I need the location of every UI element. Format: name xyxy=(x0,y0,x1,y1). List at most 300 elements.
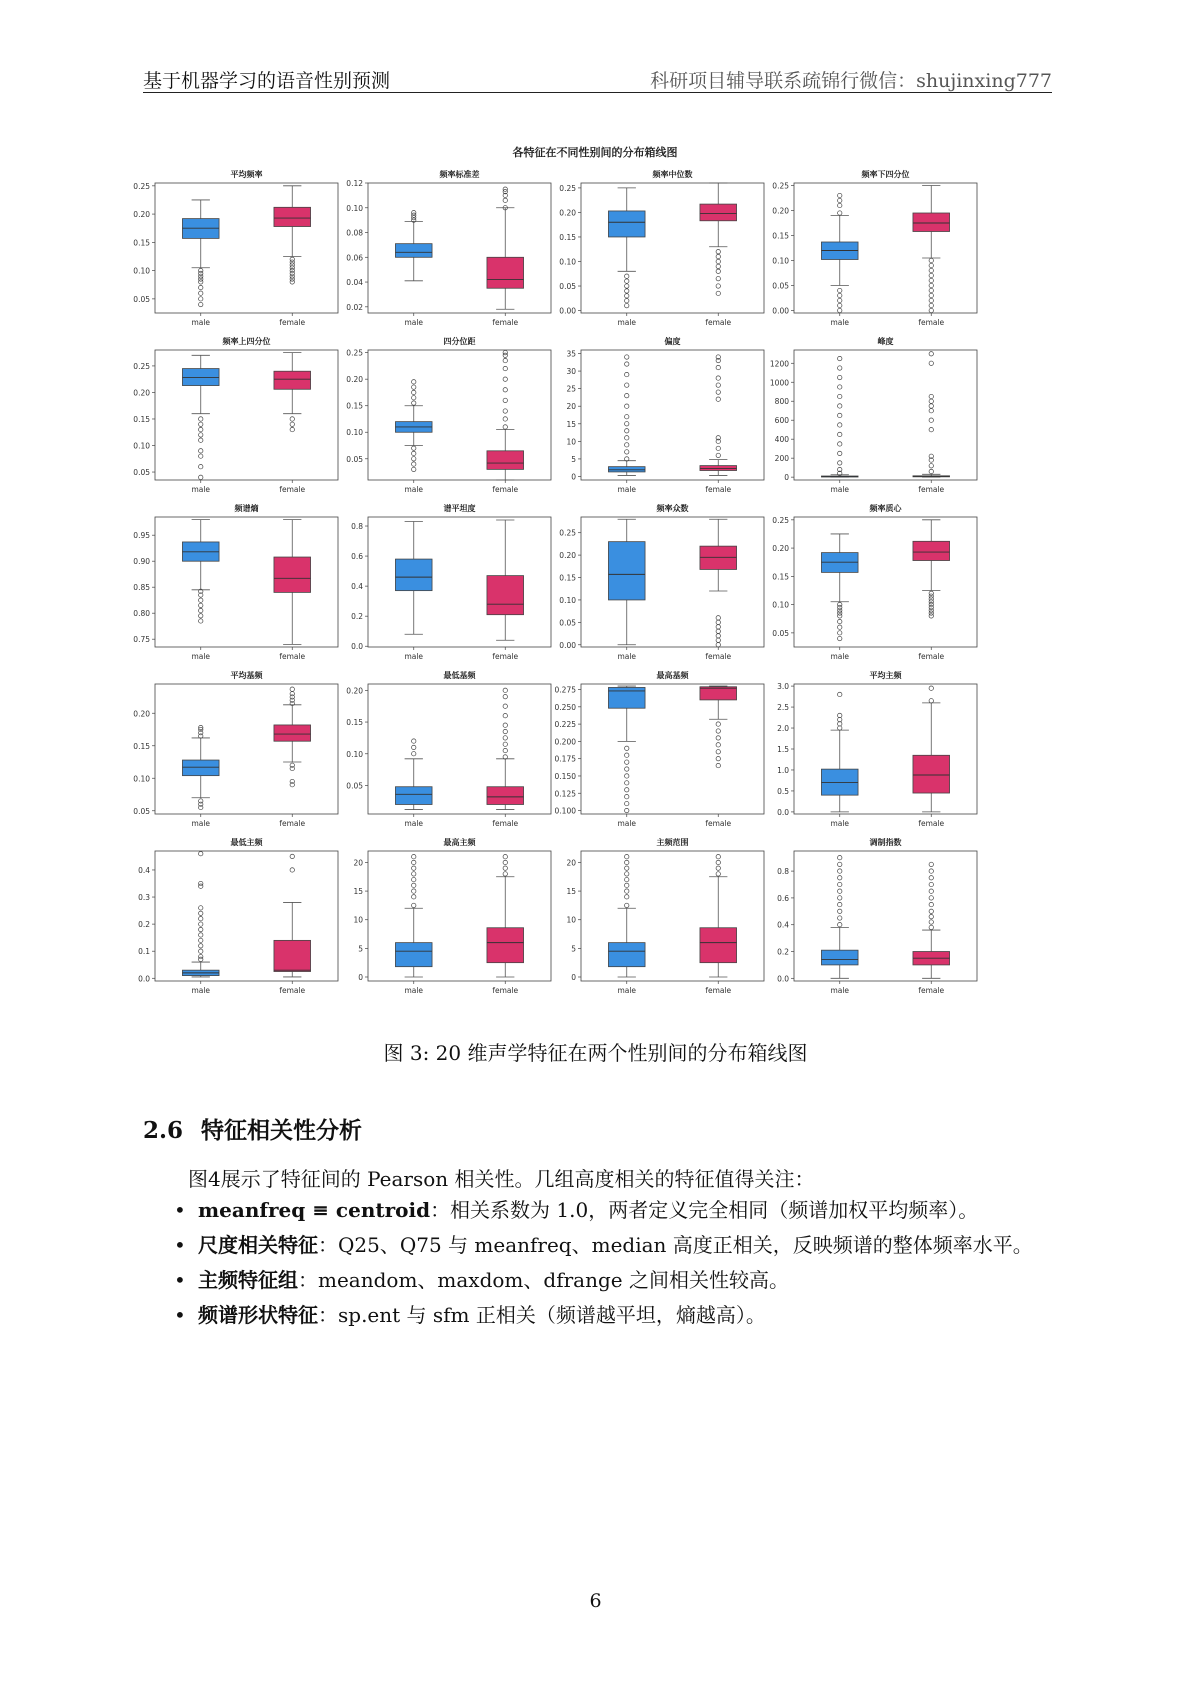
outlier-point xyxy=(838,717,842,721)
subplot-title: 平均基频 xyxy=(230,671,263,680)
y-tick-label: 0.8 xyxy=(351,522,363,532)
x-tick-label: female xyxy=(279,986,306,995)
subplot-frame xyxy=(794,517,977,647)
outlier-point xyxy=(838,889,842,893)
y-tick-label: 0.75 xyxy=(133,635,150,645)
x-tick-label: male xyxy=(830,318,850,327)
outlier-point xyxy=(625,303,629,307)
outlier-point xyxy=(412,446,416,450)
y-tick-label: 2.0 xyxy=(777,724,789,734)
subplot-title: 最低基频 xyxy=(443,671,476,680)
boxplot-figure xyxy=(135,138,1055,1018)
male-box xyxy=(182,760,219,776)
female-box xyxy=(700,928,737,963)
outlier-point xyxy=(716,743,720,747)
subplot-frame xyxy=(581,183,764,313)
outlier-point xyxy=(290,763,294,767)
subplot-title: 频率标准差 xyxy=(439,170,480,179)
outlier-point xyxy=(929,293,933,297)
outlier-point xyxy=(838,862,842,866)
y-tick-label: 0.05 xyxy=(772,281,789,291)
y-tick-label: 0.1 xyxy=(138,947,150,957)
outlier-point xyxy=(838,625,842,629)
section-number: 2.6 xyxy=(143,1117,184,1144)
outlier-point xyxy=(838,442,842,446)
list-item xyxy=(170,1232,1033,1267)
outlier-point xyxy=(412,451,416,455)
outlier-point xyxy=(625,404,629,408)
outlier-point xyxy=(503,748,507,752)
outlier-point xyxy=(290,779,294,783)
outlier-point xyxy=(716,264,720,268)
outlier-point xyxy=(929,278,933,282)
subplot-title: 主频范围 xyxy=(656,838,689,847)
y-tick-label: 0.4 xyxy=(777,920,789,930)
figure-caption: 图 3: 20 维声学特征在两个性别间的分布箱线图 xyxy=(383,1041,808,1065)
y-tick-label: 0.00 xyxy=(559,640,576,650)
outlier-point xyxy=(199,268,203,272)
section-heading xyxy=(143,1112,362,1145)
outlier-point xyxy=(929,909,933,913)
y-tick-label: 0.20 xyxy=(133,709,150,719)
outlier-point xyxy=(838,923,842,927)
x-tick-label: male xyxy=(191,986,211,995)
outlier-point xyxy=(838,293,842,297)
outlier-point xyxy=(838,288,842,292)
y-tick-label: 0.20 xyxy=(346,686,363,696)
outlier-point xyxy=(199,291,203,295)
outlier-point xyxy=(625,872,629,876)
female-box xyxy=(274,207,311,226)
intro-paragraph: 图4展示了特征间的 Pearson 相关性。几组高度相关的特征值得关注： xyxy=(188,1167,815,1191)
outlier-point xyxy=(929,902,933,906)
outlier-point xyxy=(716,269,720,273)
outlier-point xyxy=(625,289,629,293)
outlier-point xyxy=(929,409,933,413)
outlier-point xyxy=(199,608,203,612)
outlier-point xyxy=(199,933,203,937)
outlier-point xyxy=(929,920,933,924)
female-box xyxy=(487,928,524,963)
outlier-point xyxy=(199,422,203,426)
outlier-point xyxy=(503,723,507,727)
y-tick-label: 0.4 xyxy=(351,582,363,592)
outlier-point xyxy=(625,274,629,278)
figure-title: 各特征在不同性别间的分布箱线图 xyxy=(512,146,678,159)
outlier-point xyxy=(929,298,933,302)
male-box xyxy=(821,950,858,965)
x-tick-label: female xyxy=(918,986,945,995)
y-tick-label: 25 xyxy=(566,384,576,394)
y-tick-label: 0.10 xyxy=(346,428,363,438)
outlier-point xyxy=(503,366,507,370)
outlier-point xyxy=(929,399,933,403)
outlier-point xyxy=(929,469,933,473)
outlier-point xyxy=(929,464,933,468)
outlier-point xyxy=(503,729,507,733)
outlier-point xyxy=(412,401,416,405)
outlier-point xyxy=(838,298,842,302)
outlier-point xyxy=(838,713,842,717)
y-tick-label: 0.20 xyxy=(133,388,150,398)
subplot-title: 频率质心 xyxy=(869,504,902,513)
y-tick-label: 5 xyxy=(571,944,576,954)
outlier-point xyxy=(199,427,203,431)
y-tick-label: 0.6 xyxy=(777,893,789,903)
y-tick-label: 0.15 xyxy=(772,572,789,582)
subplot-title: 频率下四分位 xyxy=(861,170,910,179)
outlier-point xyxy=(625,767,629,771)
outlier-point xyxy=(199,917,203,921)
female-box xyxy=(274,725,311,741)
outlier-point xyxy=(199,297,203,301)
y-tick-label: 0.8 xyxy=(777,867,789,877)
outlier-point xyxy=(716,855,720,859)
outlier-point xyxy=(929,273,933,277)
female-box xyxy=(487,257,524,288)
outlier-point xyxy=(838,308,842,312)
y-tick-label: 0.15 xyxy=(346,718,363,728)
y-tick-label: 0.0 xyxy=(351,642,363,652)
y-tick-label: 0.20 xyxy=(559,208,576,218)
bullet-text: ：meandom、maxdom、dfrange 之间相关性较高。 xyxy=(298,1268,789,1292)
outlier-point xyxy=(929,889,933,893)
y-tick-label: 0.15 xyxy=(559,573,576,583)
outlier-point xyxy=(412,390,416,394)
outlier-point xyxy=(716,259,720,263)
male-box xyxy=(395,244,432,258)
subplot-title: 频谱熵 xyxy=(234,504,259,513)
outlier-point xyxy=(199,922,203,926)
y-tick-label: 0.25 xyxy=(133,361,150,371)
outlier-point xyxy=(838,631,842,635)
x-tick-label: male xyxy=(617,485,637,494)
outlier-point xyxy=(625,393,629,397)
outlier-point xyxy=(716,722,720,726)
outlier-point xyxy=(716,284,720,288)
y-tick-label: 0.6 xyxy=(351,552,363,562)
y-tick-label: 20 xyxy=(353,858,363,868)
outlier-point xyxy=(929,263,933,267)
y-tick-label: 0.5 xyxy=(777,786,789,796)
outlier-point xyxy=(503,417,507,421)
outlier-point xyxy=(625,903,629,907)
bullet-text: ：Q25、Q75 与 meanfreq、median 高度正相关，反映频谱的整体频率水平。 xyxy=(318,1233,1033,1257)
outlier-point xyxy=(199,949,203,953)
outlier-point xyxy=(929,869,933,873)
outlier-point xyxy=(929,361,933,365)
y-tick-label: 0.25 xyxy=(772,515,789,525)
outlier-point xyxy=(838,404,842,408)
outlier-point xyxy=(625,866,629,870)
outlier-point xyxy=(838,375,842,379)
outlier-point xyxy=(503,198,507,202)
outlier-point xyxy=(199,417,203,421)
y-tick-label: 20 xyxy=(566,402,576,412)
outlier-point xyxy=(838,882,842,886)
y-tick-label: 1.5 xyxy=(777,745,789,754)
y-tick-label: 0.20 xyxy=(346,375,363,385)
outlier-point xyxy=(929,686,933,690)
outlier-point xyxy=(625,415,629,419)
outlier-point xyxy=(199,465,203,469)
outlier-point xyxy=(625,889,629,893)
y-tick-label: 0.20 xyxy=(559,551,576,561)
y-tick-label: 0.125 xyxy=(554,789,576,799)
y-tick-label: 0.25 xyxy=(772,181,789,191)
outlier-point xyxy=(199,954,203,958)
outlier-point xyxy=(716,750,720,754)
y-tick-label: 0.12 xyxy=(346,179,363,188)
outlier-point xyxy=(929,352,933,356)
y-tick-label: 0.20 xyxy=(133,210,150,220)
x-tick-label: male xyxy=(191,318,211,327)
y-tick-label: 0.05 xyxy=(133,806,150,816)
x-tick-label: male xyxy=(404,652,424,661)
x-tick-label: female xyxy=(279,318,306,327)
subplot-title: 最低主频 xyxy=(230,838,263,847)
outlier-point xyxy=(625,436,629,440)
x-tick-label: female xyxy=(492,652,519,661)
outlier-point xyxy=(503,866,507,870)
outlier-point xyxy=(838,909,842,913)
y-tick-label: 15 xyxy=(566,887,576,897)
y-tick-label: 0.275 xyxy=(554,685,576,695)
outlier-point xyxy=(716,643,720,647)
x-tick-label: female xyxy=(918,819,945,828)
outlier-point xyxy=(199,911,203,915)
outlier-point xyxy=(412,745,416,749)
outlier-point xyxy=(838,916,842,920)
outlier-point xyxy=(838,432,842,436)
outlier-point xyxy=(412,860,416,864)
outlier-point xyxy=(625,795,629,799)
outlier-point xyxy=(838,876,842,880)
subplot-frame xyxy=(155,684,338,814)
outlier-point xyxy=(838,303,842,307)
y-tick-label: 0.100 xyxy=(554,806,576,816)
y-tick-label: 0 xyxy=(358,972,363,982)
outlier-point xyxy=(716,397,720,401)
female-box xyxy=(913,541,950,560)
outlier-point xyxy=(716,365,720,369)
outlier-point xyxy=(838,413,842,417)
y-tick-label: 0.15 xyxy=(133,741,150,751)
outlier-point xyxy=(929,896,933,900)
outlier-point xyxy=(625,895,629,899)
outlier-point xyxy=(929,288,933,292)
section-title: 特征相关性分析 xyxy=(201,1117,362,1144)
outlier-point xyxy=(625,429,629,433)
x-tick-label: male xyxy=(617,652,637,661)
male-box xyxy=(395,943,432,967)
outlier-point xyxy=(412,396,416,400)
x-tick-label: male xyxy=(404,318,424,327)
outlier-point xyxy=(199,938,203,942)
outlier-point xyxy=(503,872,507,876)
outlier-point xyxy=(503,704,507,708)
female-box xyxy=(487,787,524,805)
y-tick-label: 0.08 xyxy=(346,228,363,238)
outlier-point xyxy=(716,629,720,633)
outlier-point xyxy=(625,294,629,298)
outlier-point xyxy=(929,862,933,866)
x-tick-label: male xyxy=(617,318,637,327)
outlier-point xyxy=(199,433,203,437)
outlier-point xyxy=(929,914,933,918)
x-tick-label: female xyxy=(279,652,306,661)
bullet-text: ：相关系数为 1.0，两者定义完全相同（频谱加权平均频率）。 xyxy=(430,1198,979,1222)
outlier-point xyxy=(290,854,294,858)
subplot-title: 频率上四分位 xyxy=(222,337,271,346)
outlier-point xyxy=(625,781,629,785)
y-tick-label: 0.250 xyxy=(554,702,576,712)
female-box xyxy=(487,576,524,615)
subplot-title: 平均主频 xyxy=(869,671,902,680)
y-tick-label: 0 xyxy=(571,472,576,482)
outlier-point xyxy=(503,736,507,740)
female-box xyxy=(274,371,311,389)
outlier-point xyxy=(716,866,720,870)
subplot-title: 峰度 xyxy=(877,337,894,346)
outlier-point xyxy=(929,404,933,408)
outlier-point xyxy=(838,902,842,906)
y-tick-label: 0.2 xyxy=(777,947,789,957)
y-tick-label: 0.0 xyxy=(138,974,150,984)
female-box xyxy=(913,755,950,793)
outlier-point xyxy=(838,869,842,873)
bullet-text: ：sp.ent 与 sfm 正相关（频谱越平坦，熵越高）。 xyxy=(318,1303,766,1327)
x-tick-label: female xyxy=(705,318,732,327)
outlier-point xyxy=(412,385,416,389)
y-tick-label: 0.10 xyxy=(133,441,150,451)
y-tick-label: 0.05 xyxy=(133,294,150,304)
outlier-point xyxy=(290,427,294,431)
outlier-point xyxy=(199,619,203,623)
subplot-title: 调制指数 xyxy=(869,838,902,847)
outlier-point xyxy=(199,944,203,948)
x-tick-label: female xyxy=(705,652,732,661)
outlier-point xyxy=(412,752,416,756)
outlier-point xyxy=(716,860,720,864)
outlier-point xyxy=(838,198,842,202)
outlier-point xyxy=(625,299,629,303)
outlier-point xyxy=(625,443,629,447)
y-tick-label: 0.04 xyxy=(346,278,363,288)
y-tick-label: 0.00 xyxy=(559,306,576,316)
y-tick-label: 5 xyxy=(358,944,363,954)
outlier-point xyxy=(625,760,629,764)
outlier-point xyxy=(503,688,507,692)
outlier-point xyxy=(625,383,629,387)
outlier-point xyxy=(929,268,933,272)
outlier-point xyxy=(838,366,842,370)
female-box xyxy=(274,557,311,592)
bullet-term: 尺度相关特征 xyxy=(198,1233,318,1257)
outlier-point xyxy=(838,856,842,860)
bullet-term: 频谱形状特征 xyxy=(198,1303,318,1327)
outlier-point xyxy=(838,726,842,730)
y-tick-label: 35 xyxy=(566,349,576,359)
outlier-point xyxy=(199,475,203,479)
y-tick-label: 0.10 xyxy=(559,257,576,267)
y-tick-label: 0.0 xyxy=(777,974,789,984)
outlier-point xyxy=(625,883,629,887)
y-tick-label: 0.2 xyxy=(351,612,363,622)
outlier-point xyxy=(625,450,629,454)
y-tick-label: 15 xyxy=(566,419,576,429)
y-tick-label: 0.15 xyxy=(559,232,576,242)
y-tick-label: 0.10 xyxy=(346,203,363,213)
x-tick-label: female xyxy=(918,485,945,494)
outlier-point xyxy=(199,302,203,306)
outlier-point xyxy=(199,285,203,289)
outlier-point xyxy=(716,383,720,387)
x-tick-label: female xyxy=(279,819,306,828)
subplot-frame xyxy=(794,350,977,480)
y-tick-label: 0.15 xyxy=(346,401,363,411)
outlier-point xyxy=(716,729,720,733)
outlier-point xyxy=(929,394,933,398)
outlier-point xyxy=(838,619,842,623)
outlier-point xyxy=(929,303,933,307)
outlier-point xyxy=(716,254,720,258)
outlier-point xyxy=(625,746,629,750)
x-tick-label: male xyxy=(830,485,850,494)
outlier-point xyxy=(716,638,720,642)
outlier-point xyxy=(838,193,842,197)
female-box xyxy=(913,213,950,232)
outlier-point xyxy=(625,788,629,792)
male-box xyxy=(608,542,645,600)
outlier-point xyxy=(503,694,507,698)
subplot-title: 平均频率 xyxy=(230,170,263,179)
outlier-point xyxy=(716,763,720,767)
x-tick-label: male xyxy=(191,819,211,828)
subplot-title: 频率众数 xyxy=(656,504,689,513)
outlier-point xyxy=(838,211,842,215)
outlier-point xyxy=(199,906,203,910)
outlier-point xyxy=(716,376,720,380)
outlier-point xyxy=(412,739,416,743)
y-tick-label: 0.10 xyxy=(346,749,363,759)
x-tick-label: male xyxy=(191,652,211,661)
outlier-point xyxy=(625,855,629,859)
outlier-point xyxy=(199,799,203,803)
female-box xyxy=(487,451,524,470)
outlier-point xyxy=(290,692,294,696)
y-tick-label: 0.0 xyxy=(777,807,789,817)
y-tick-label: 0.05 xyxy=(559,282,576,292)
x-tick-label: female xyxy=(705,986,732,995)
outlier-point xyxy=(625,808,629,812)
outlier-point xyxy=(290,868,294,872)
bullet-term: 主频特征组 xyxy=(198,1268,298,1292)
y-tick-label: 20 xyxy=(566,858,576,868)
outlier-point xyxy=(503,358,507,362)
outlier-point xyxy=(290,422,294,426)
outlier-point xyxy=(716,736,720,740)
x-tick-label: female xyxy=(492,819,519,828)
y-tick-label: 400 xyxy=(774,435,789,445)
x-tick-label: male xyxy=(404,986,424,995)
y-tick-label: 0.20 xyxy=(772,206,789,216)
outlier-point xyxy=(625,860,629,864)
y-tick-label: 0.25 xyxy=(133,181,150,191)
outlier-point xyxy=(838,722,842,726)
y-tick-label: 0.20 xyxy=(772,544,789,554)
y-tick-label: 0.3 xyxy=(138,893,150,903)
